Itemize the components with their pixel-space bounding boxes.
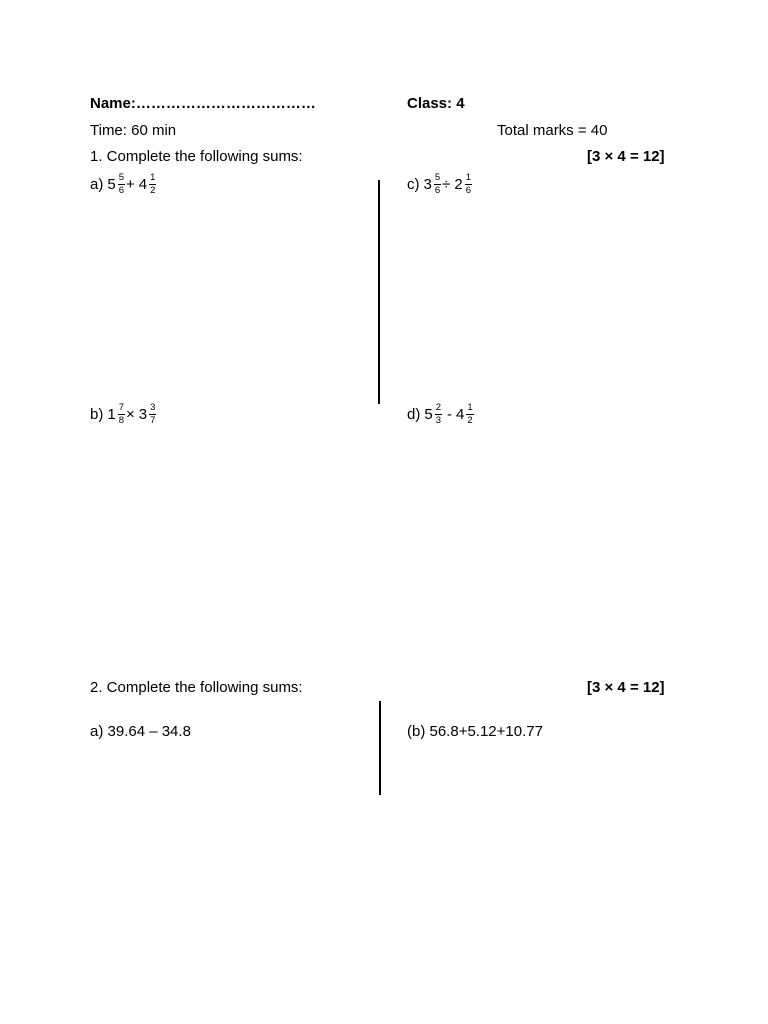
- section2-marks: [3 × 4 = 12]: [587, 679, 665, 696]
- fraction: [466, 403, 473, 425]
- whole-number: 3: [138, 405, 148, 423]
- time-label: Time: 60 min: [90, 122, 177, 139]
- denominator: 3: [435, 414, 441, 426]
- question-2a: a) 39.64 – 34.8: [90, 723, 191, 740]
- fraction: [118, 173, 125, 195]
- denominator: 6: [465, 184, 472, 196]
- whole-number: 4: [455, 405, 465, 423]
- denominator: 2: [150, 184, 156, 196]
- question-label: b): [90, 405, 104, 423]
- section1-title: 1. Complete the following sums:: [90, 148, 303, 165]
- question-label: a): [90, 175, 104, 193]
- denominator: 7: [150, 414, 156, 426]
- operator: ÷: [442, 175, 451, 193]
- whole-number: 1: [107, 405, 116, 423]
- whole-number: 4: [138, 175, 148, 193]
- whole-number: 3: [423, 175, 432, 193]
- numerator: 2: [435, 402, 441, 413]
- question-1b: [90, 403, 157, 425]
- fraction: [434, 173, 441, 195]
- question-1a: [90, 173, 157, 195]
- question-2b: (b) 56.8+5.12+10.77: [407, 723, 543, 740]
- numerator: 1: [465, 172, 472, 183]
- question-label: c): [407, 175, 420, 193]
- denominator: 8: [118, 414, 124, 426]
- whole-number: 2: [454, 175, 463, 193]
- section1-marks: [3 × 4 = 12]: [587, 148, 665, 165]
- fraction: [149, 403, 156, 425]
- question-1d: [407, 403, 475, 425]
- section2-title: 2. Complete the following sums:: [90, 679, 303, 696]
- numerator: 1: [467, 402, 473, 413]
- numerator: 3: [150, 402, 156, 413]
- fraction: [118, 403, 125, 425]
- denominator: 2: [467, 414, 473, 426]
- whole-number: 5: [424, 405, 433, 423]
- name-field-label: Name:………………………………: [90, 95, 316, 112]
- class-label: Class: 4: [407, 95, 465, 112]
- denominator: 6: [434, 184, 441, 196]
- denominator: 6: [118, 184, 124, 196]
- question-label: d): [407, 405, 421, 423]
- whole-number: 5: [107, 175, 116, 193]
- column-divider-1: [378, 180, 380, 404]
- question-1c: [407, 173, 473, 195]
- fraction: [465, 173, 472, 195]
- fraction: [149, 173, 156, 195]
- operator: -: [446, 405, 452, 423]
- operator: ×: [125, 405, 135, 423]
- column-divider-2: [379, 701, 381, 795]
- operator: +: [125, 175, 135, 193]
- numerator: 5: [118, 172, 124, 183]
- total-marks-label: Total marks = 40: [497, 122, 608, 139]
- fraction: [435, 403, 442, 425]
- numerator: 7: [118, 402, 124, 413]
- numerator: 5: [434, 172, 441, 183]
- numerator: 1: [150, 172, 156, 183]
